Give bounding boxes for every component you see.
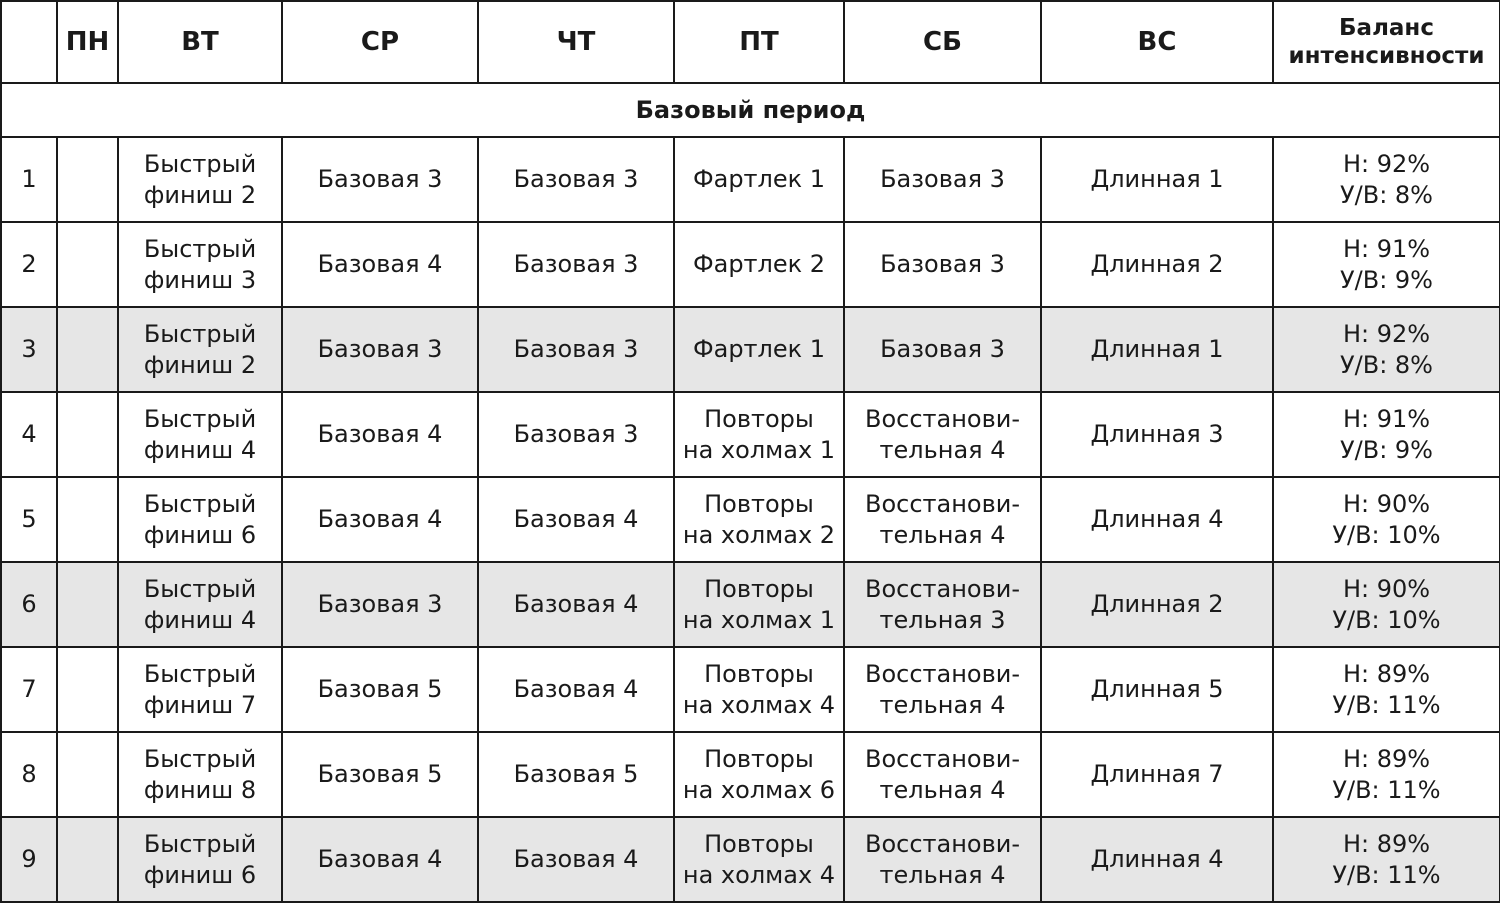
cell-thu: Базовая 3: [478, 307, 674, 392]
header-row: [1, 1, 1500, 83]
cell-mon: [57, 477, 118, 562]
cell-tue-line: финиш 8: [143, 775, 257, 804]
cell-fri: [674, 392, 844, 477]
cell-sat: [844, 647, 1041, 732]
cell-sun: Длинная 5: [1041, 647, 1273, 732]
balance-header-line1: Баланс: [1339, 15, 1434, 41]
cell-thu: Базовая 3: [478, 222, 674, 307]
cell-sat: [844, 137, 1041, 222]
cell-fri-line: Фартлек 1: [692, 335, 826, 363]
cell-mon: [57, 222, 118, 307]
cell-wed: Базовая 3: [282, 137, 478, 222]
cell-thu: Базовая 4: [478, 647, 674, 732]
cell-sat-line: Восстанови-: [864, 659, 1020, 688]
cell-balance: [1273, 817, 1500, 902]
cell-tue-line: финиш 2: [143, 180, 257, 209]
cell-num: 3: [1, 307, 57, 392]
cell-fri-line: Фартлек 1: [692, 165, 826, 193]
cell-mon: [57, 392, 118, 477]
cell-fri: [674, 647, 844, 732]
cell-sat-line: тельная 3: [879, 605, 1006, 634]
cell-balance: [1273, 392, 1500, 477]
cell-balance-line: У/В: 10%: [1332, 605, 1441, 634]
col-header-sun: ВС: [1041, 1, 1273, 83]
cell-balance: [1273, 307, 1500, 392]
cell-thu: Базовая 5: [478, 732, 674, 817]
cell-fri-line: Повторы: [704, 404, 814, 433]
cell-wed: Базовая 4: [282, 477, 478, 562]
cell-balance-line: У/В: 11%: [1332, 860, 1441, 889]
cell-balance-line: Н: 91%: [1342, 234, 1431, 263]
cell-tue-line: финиш 6: [143, 860, 257, 889]
cell-wed: Базовая 3: [282, 307, 478, 392]
cell-wed: Базовая 5: [282, 732, 478, 817]
cell-fri-line: Повторы: [704, 574, 814, 603]
cell-wed: Базовая 4: [282, 392, 478, 477]
cell-balance-line: Н: 89%: [1342, 659, 1431, 688]
cell-mon: [57, 647, 118, 732]
cell-sun: Длинная 1: [1041, 137, 1273, 222]
cell-sat-line: тельная 4: [879, 520, 1006, 549]
cell-sat-line: Восстанови-: [864, 829, 1020, 858]
cell-sat-line: тельная 4: [879, 775, 1006, 804]
cell-num: 4: [1, 392, 57, 477]
cell-fri-line: на холмах 2: [682, 520, 836, 549]
cell-sat-line: Базовая 3: [880, 335, 1005, 363]
cell-num: 8: [1, 732, 57, 817]
cell-tue: [118, 562, 282, 647]
cell-fri: [674, 222, 844, 307]
cell-sat-line: Базовая 3: [880, 165, 1005, 193]
col-header-wed: СР: [282, 1, 478, 83]
cell-num: 5: [1, 477, 57, 562]
table-row: [1, 562, 1500, 647]
col-header-mon: ПН: [57, 1, 118, 83]
cell-tue: [118, 817, 282, 902]
cell-sat: [844, 222, 1041, 307]
period-title: Базовый период: [1, 83, 1500, 137]
cell-wed: Базовая 3: [282, 562, 478, 647]
cell-balance-line: У/В: 9%: [1340, 435, 1433, 464]
cell-sat: [844, 307, 1041, 392]
cell-sat-line: тельная 4: [879, 435, 1006, 464]
col-header-thu: ЧТ: [478, 1, 674, 83]
cell-sun: Длинная 4: [1041, 817, 1273, 902]
cell-tue: [118, 477, 282, 562]
cell-sat: [844, 817, 1041, 902]
cell-tue-line: Быстрый: [143, 234, 257, 263]
cell-tue: [118, 222, 282, 307]
cell-balance: [1273, 562, 1500, 647]
cell-fri-line: на холмах 1: [682, 435, 836, 464]
cell-balance-line: Н: 92%: [1342, 319, 1431, 348]
table-row: [1, 307, 1500, 392]
cell-tue-line: финиш 2: [143, 350, 257, 379]
cell-tue-line: Быстрый: [143, 489, 257, 518]
table-row: [1, 732, 1500, 817]
cell-balance: [1273, 647, 1500, 732]
cell-sat-line: Восстанови-: [864, 574, 1020, 603]
cell-balance-line: У/В: 11%: [1332, 690, 1441, 719]
corner-cell: [1, 1, 57, 83]
cell-tue-line: Быстрый: [143, 404, 257, 433]
cell-sat-line: тельная 4: [879, 690, 1006, 719]
cell-tue: [118, 647, 282, 732]
cell-thu: Базовая 3: [478, 137, 674, 222]
cell-fri-line: на холмах 4: [682, 690, 836, 719]
cell-sat-line: Базовая 3: [880, 250, 1005, 278]
table-row: [1, 647, 1500, 732]
cell-sat-line: Восстанови-: [864, 404, 1020, 433]
cell-tue-line: Быстрый: [143, 319, 257, 348]
cell-tue-line: Быстрый: [143, 659, 257, 688]
cell-tue-line: Быстрый: [143, 744, 257, 773]
cell-fri-line: на холмах 1: [682, 605, 836, 634]
cell-balance-line: У/В: 10%: [1332, 520, 1441, 549]
cell-wed: Базовая 5: [282, 647, 478, 732]
cell-sat: [844, 562, 1041, 647]
cell-balance-line: Н: 92%: [1342, 149, 1431, 178]
cell-tue-line: Быстрый: [143, 574, 257, 603]
cell-tue-line: Быстрый: [143, 149, 257, 178]
cell-fri-line: на холмах 4: [682, 860, 836, 889]
table-row: [1, 392, 1500, 477]
cell-tue: [118, 732, 282, 817]
cell-balance: [1273, 137, 1500, 222]
cell-tue-line: финиш 7: [143, 690, 257, 719]
cell-fri: [674, 817, 844, 902]
cell-fri: [674, 562, 844, 647]
cell-mon: [57, 562, 118, 647]
cell-balance-line: У/В: 8%: [1340, 180, 1433, 209]
cell-num: 7: [1, 647, 57, 732]
table-row: [1, 137, 1500, 222]
cell-balance-line: Н: 91%: [1342, 404, 1431, 433]
cell-sat: [844, 392, 1041, 477]
cell-sun: Длинная 1: [1041, 307, 1273, 392]
cell-fri-line: на холмах 6: [682, 775, 836, 804]
cell-sun: Длинная 2: [1041, 222, 1273, 307]
cell-balance-line: У/В: 8%: [1340, 350, 1433, 379]
cell-tue-line: финиш 4: [143, 605, 257, 634]
cell-fri-line: Повторы: [704, 829, 814, 858]
cell-sun: Длинная 7: [1041, 732, 1273, 817]
cell-tue: [118, 307, 282, 392]
cell-fri: [674, 732, 844, 817]
cell-fri: [674, 137, 844, 222]
cell-wed: Базовая 4: [282, 817, 478, 902]
cell-sat-line: Восстанови-: [864, 489, 1020, 518]
cell-fri: [674, 307, 844, 392]
col-header-balance: [1273, 1, 1500, 83]
col-header-tue: ВТ: [118, 1, 282, 83]
cell-sat: [844, 477, 1041, 562]
cell-tue-line: финиш 4: [143, 435, 257, 464]
cell-thu: Базовая 4: [478, 817, 674, 902]
cell-tue-line: Быстрый: [143, 829, 257, 858]
cell-sun: Длинная 3: [1041, 392, 1273, 477]
cell-thu: Базовая 3: [478, 392, 674, 477]
cell-mon: [57, 307, 118, 392]
cell-fri-line: Повторы: [704, 744, 814, 773]
cell-fri: [674, 477, 844, 562]
cell-fri-line: Повторы: [704, 489, 814, 518]
cell-balance-line: У/В: 9%: [1340, 265, 1433, 294]
cell-sat-line: Восстанови-: [864, 744, 1020, 773]
table-row: [1, 477, 1500, 562]
cell-sun: Длинная 4: [1041, 477, 1273, 562]
cell-mon: [57, 732, 118, 817]
cell-wed: Базовая 4: [282, 222, 478, 307]
col-header-fri: ПТ: [674, 1, 844, 83]
cell-balance-line: У/В: 11%: [1332, 775, 1441, 804]
cell-num: 9: [1, 817, 57, 902]
cell-sun: Длинная 2: [1041, 562, 1273, 647]
cell-fri-line: Фартлек 2: [692, 250, 826, 278]
cell-mon: [57, 137, 118, 222]
cell-mon: [57, 817, 118, 902]
cell-num: 2: [1, 222, 57, 307]
cell-balance: [1273, 732, 1500, 817]
table-row: [1, 817, 1500, 902]
cell-balance: [1273, 222, 1500, 307]
cell-sat-line: тельная 4: [879, 860, 1006, 889]
cell-num: 1: [1, 137, 57, 222]
cell-balance: [1273, 477, 1500, 562]
cell-balance-line: Н: 90%: [1342, 489, 1431, 518]
cell-num: 6: [1, 562, 57, 647]
table-row: [1, 222, 1500, 307]
balance-header-line2: интенсивности: [1288, 43, 1485, 69]
period-row: [1, 83, 1500, 137]
cell-tue: [118, 392, 282, 477]
cell-balance-line: Н: 89%: [1342, 829, 1431, 858]
cell-tue: [118, 137, 282, 222]
col-header-sat: СБ: [844, 1, 1041, 83]
cell-tue-line: финиш 3: [143, 265, 257, 294]
cell-thu: Базовая 4: [478, 477, 674, 562]
cell-sat: [844, 732, 1041, 817]
cell-balance-line: Н: 89%: [1342, 744, 1431, 773]
cell-balance-line: Н: 90%: [1342, 574, 1431, 603]
cell-thu: Базовая 4: [478, 562, 674, 647]
cell-tue-line: финиш 6: [143, 520, 257, 549]
cell-fri-line: Повторы: [704, 659, 814, 688]
